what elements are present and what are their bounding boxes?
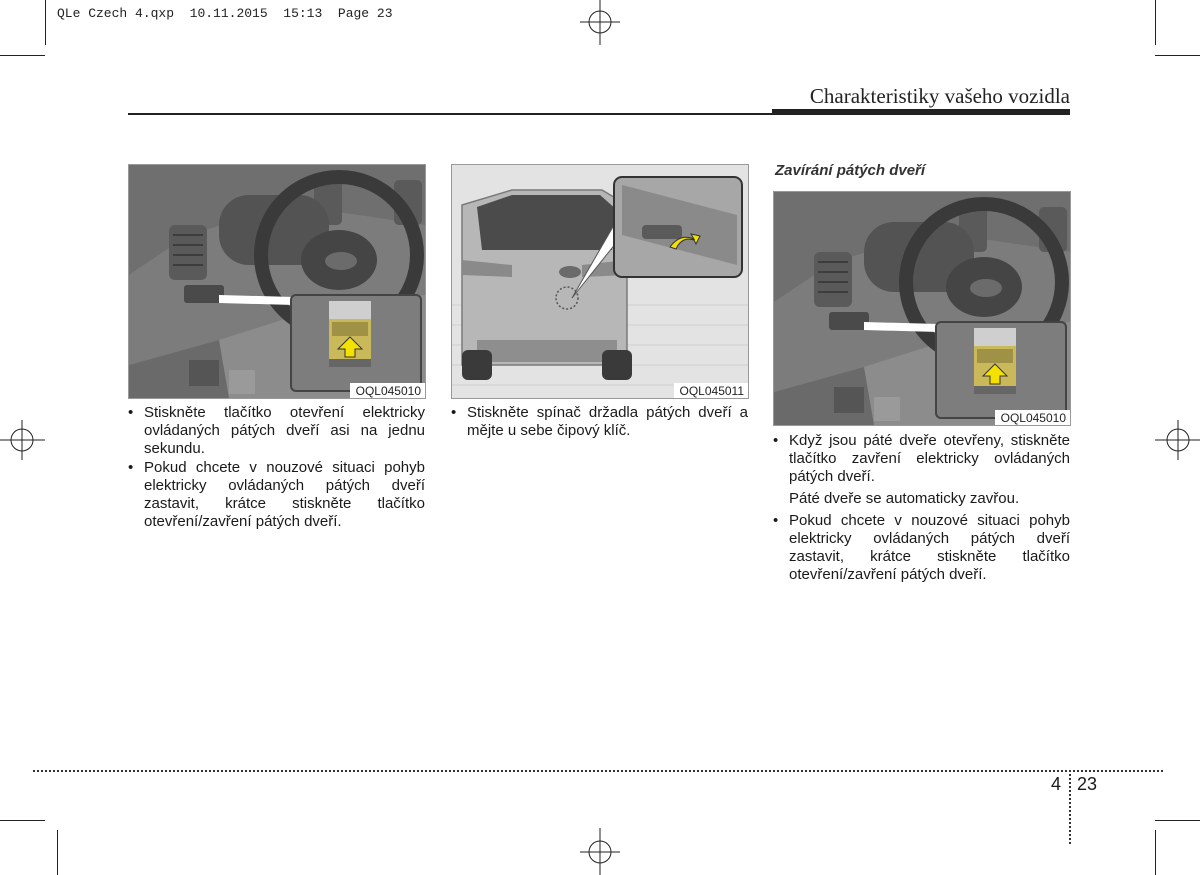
list-item: • Pokud chcete v nouzové situaci pohyb elektricky ovládaných pátých dveří zastavit, krátce stiskněte tlačítko otevření/zavření pátých dveří.: [128, 459, 425, 531]
crop-mark: [1155, 830, 1156, 875]
crop-mark: [1155, 0, 1156, 45]
page-number-separator: [1069, 774, 1071, 844]
instruction-list: [773, 432, 1070, 486]
list-item: • Stiskněte tlačítko otevření elektricky ovládaných pátých dveří asi na jednu sekundu.: [128, 404, 425, 458]
instruction-list: [773, 512, 1070, 584]
figure-dashboard-button-close: [773, 191, 1071, 426]
figure-code: OQL045010: [350, 383, 425, 398]
figure-code: OQL045010: [995, 410, 1070, 425]
crop-mark: [1155, 55, 1200, 56]
registration-mark: [1155, 415, 1200, 465]
figure-code: OQL045011: [674, 383, 749, 398]
column-1-text: [128, 404, 425, 532]
footer-rule: [33, 770, 1163, 772]
crop-mark: [0, 820, 45, 821]
crop-mark: [45, 0, 46, 45]
dashboard-tailgate-button-illustration: [129, 165, 425, 398]
print-slug: QLe Czech 4.qxp 10.11.2015 15:13 Page 23: [57, 6, 393, 21]
registration-mark: [575, 0, 625, 45]
list-item: • Pokud chcete v nouzové situaci pohyb elektricky ovládaných pátých dveří zastavit, krátce stiskněte tlačítko otevření/zavření pátých dveří.: [773, 512, 1070, 584]
list-item: • Stiskněte spínač držadla pátých dveří a mějte u sebe čipový klíč.: [451, 404, 748, 440]
instruction-list: [128, 404, 425, 531]
page-number: 23: [1077, 774, 1098, 794]
header-rule-accent: [772, 109, 1070, 115]
chapter-number: 4: [1051, 774, 1062, 794]
crop-mark: [1155, 820, 1200, 821]
registration-mark: [0, 415, 45, 465]
dashboard-tailgate-button-illustration: [774, 192, 1070, 425]
instruction-list: [451, 404, 748, 440]
page-header-title: Charakteristiky vašeho vozidla: [809, 84, 1070, 108]
crop-mark: [0, 55, 45, 56]
crop-mark: [57, 830, 58, 875]
header-rule: [128, 113, 772, 115]
column-3-text: [773, 432, 1070, 585]
figure-tailgate-handle: [451, 164, 749, 399]
figure-dashboard-button: [128, 164, 426, 399]
note-text: Páté dveře se automaticky zavřou.: [789, 490, 1020, 507]
column-2-text: [451, 404, 748, 441]
tailgate-handle-switch-illustration: [452, 165, 748, 398]
registration-mark: [575, 828, 625, 875]
section-title: Zavírání pátých dveří: [775, 162, 926, 179]
list-item: • Když jsou páté dveře otevřeny, stiskněte tlačítko zavření elektricky ovládaných pátých dveří.: [773, 432, 1070, 486]
